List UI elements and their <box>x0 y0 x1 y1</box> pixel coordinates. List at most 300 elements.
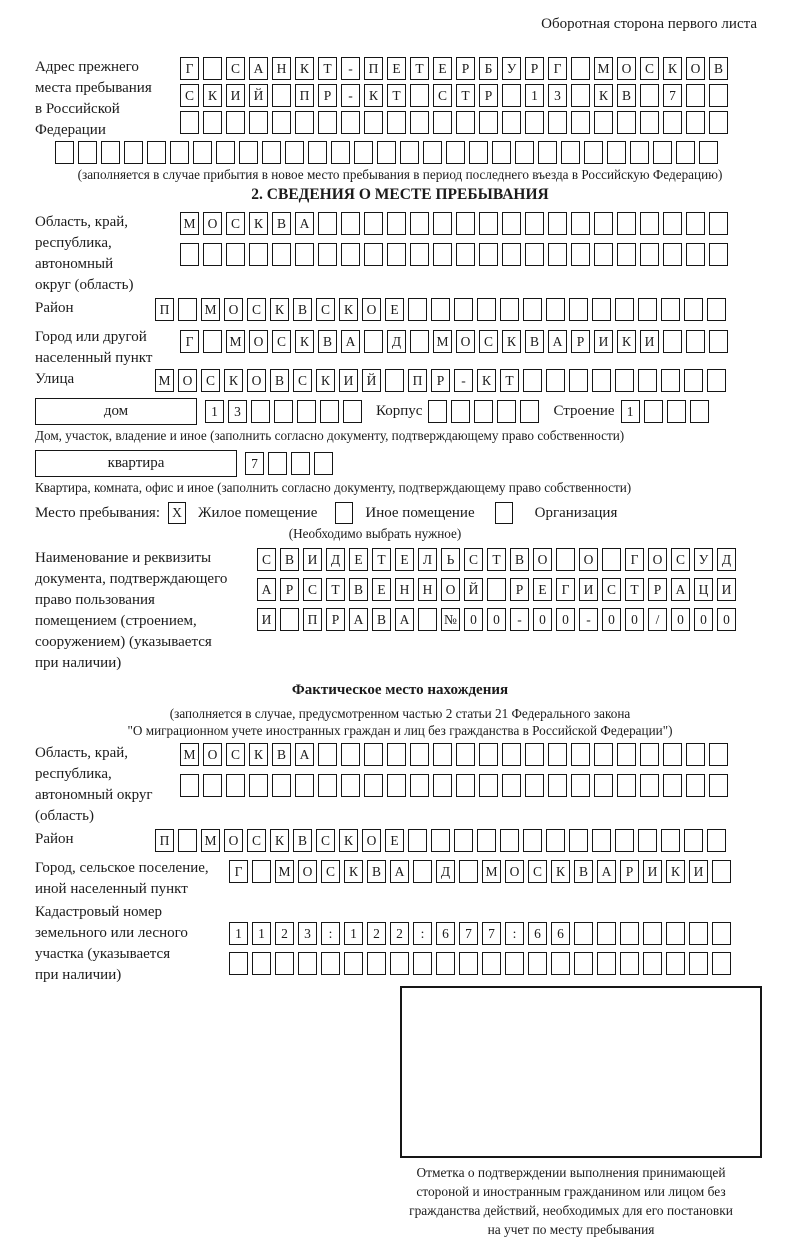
char-cell <box>502 212 521 235</box>
char-cell: С <box>464 548 483 571</box>
char-cell <box>709 330 728 353</box>
char-cell: О <box>178 369 197 392</box>
char-cell <box>226 774 245 797</box>
char-cell: Г <box>180 57 199 80</box>
document-row-3 <box>257 608 765 631</box>
char-cell: С <box>180 84 199 107</box>
prev-address-row-2 <box>180 84 765 107</box>
char-cell <box>410 84 429 107</box>
char-cell: 7 <box>245 452 264 475</box>
char-cell <box>343 400 362 423</box>
char-cell <box>385 369 404 392</box>
char-cell <box>709 774 728 797</box>
char-cell <box>638 829 657 852</box>
district-section <box>35 298 765 325</box>
char-cell: Ь <box>441 548 460 571</box>
char-cell: А <box>395 608 414 631</box>
char-cell: Р <box>648 578 667 601</box>
char-cell <box>364 111 383 134</box>
char-cell <box>686 774 705 797</box>
house-number-cells <box>205 400 366 423</box>
char-cell <box>571 111 590 134</box>
char-cell <box>663 774 682 797</box>
char-cell <box>410 330 429 353</box>
char-cell: Б <box>479 57 498 80</box>
char-cell <box>454 298 473 321</box>
char-cell <box>525 243 544 266</box>
char-cell <box>272 84 291 107</box>
char-cell: 2 <box>275 922 294 945</box>
char-cell: В <box>272 212 291 235</box>
char-cell: С <box>316 829 335 852</box>
char-cell <box>477 829 496 852</box>
char-cell: С <box>671 548 690 571</box>
char-cell <box>556 548 575 571</box>
char-cell <box>712 860 731 883</box>
char-cell <box>597 922 616 945</box>
char-cell: В <box>510 548 529 571</box>
char-cell: В <box>367 860 386 883</box>
char-cell <box>459 860 478 883</box>
cadastral-cellrows <box>229 902 765 979</box>
char-cell: 1 <box>344 922 363 945</box>
char-cell <box>456 243 475 266</box>
char-cell: И <box>689 860 708 883</box>
char-cell <box>500 298 519 321</box>
char-cell <box>707 369 726 392</box>
char-cell <box>410 243 429 266</box>
char-cell: О <box>456 330 475 353</box>
char-cell <box>551 952 570 975</box>
char-cell: К <box>224 369 243 392</box>
region-row-1 <box>180 212 765 235</box>
char-cell <box>400 141 419 164</box>
char-cell <box>686 212 705 235</box>
char-cell <box>318 243 337 266</box>
actual-region-section <box>35 743 765 827</box>
char-cell: А <box>349 608 368 631</box>
char-cell: М <box>594 57 613 80</box>
char-cell: 3 <box>298 922 317 945</box>
char-cell: / <box>648 608 667 631</box>
char-cell <box>569 829 588 852</box>
char-cell <box>456 743 475 766</box>
char-cell: Р <box>479 84 498 107</box>
char-cell: Т <box>372 548 391 571</box>
char-cell <box>203 243 222 266</box>
char-cell: О <box>686 57 705 80</box>
char-cell <box>454 829 473 852</box>
street-label: Улица <box>35 371 75 387</box>
char-cell: 2 <box>390 922 409 945</box>
char-cell <box>101 141 120 164</box>
char-cell: К <box>666 860 685 883</box>
char-cell: О <box>298 860 317 883</box>
char-cell <box>666 952 685 975</box>
char-cell: М <box>433 330 452 353</box>
char-cell: 1 <box>621 400 640 423</box>
char-cell: С <box>226 57 245 80</box>
street-section <box>35 369 765 396</box>
char-cell: П <box>408 369 427 392</box>
actual-district-label: Район <box>35 831 74 847</box>
char-cell <box>341 743 360 766</box>
char-cell: Й <box>464 578 483 601</box>
char-cell <box>525 774 544 797</box>
char-cell: Й <box>362 369 381 392</box>
stroenie-cells <box>621 400 713 423</box>
char-cell <box>594 243 613 266</box>
char-cell: И <box>640 330 659 353</box>
char-cell: В <box>574 860 593 883</box>
char-cell <box>341 243 360 266</box>
char-cell: К <box>617 330 636 353</box>
char-cell <box>515 141 534 164</box>
char-cell <box>318 774 337 797</box>
char-cell <box>663 212 682 235</box>
char-cell <box>249 774 268 797</box>
char-cell <box>571 243 590 266</box>
char-cell: : <box>321 922 340 945</box>
char-cell <box>262 141 281 164</box>
char-cell <box>451 400 470 423</box>
char-cell: К <box>270 829 289 852</box>
char-cell: И <box>257 608 276 631</box>
char-cell: И <box>226 84 245 107</box>
char-cell <box>226 111 245 134</box>
char-cell: С <box>293 369 312 392</box>
char-cell: В <box>372 608 391 631</box>
char-cell <box>436 952 455 975</box>
char-cell: Г <box>625 548 644 571</box>
char-cell <box>482 952 501 975</box>
char-cell <box>661 369 680 392</box>
char-cell: Е <box>433 57 452 80</box>
char-cell <box>413 860 432 883</box>
char-cell: Р <box>280 578 299 601</box>
char-cell <box>203 111 222 134</box>
cadastral-label: Кадастровый номер земельного или лесного участка (указывается при наличии) <box>35 904 188 983</box>
char-cell: Т <box>410 57 429 80</box>
char-cell <box>178 829 197 852</box>
city-row <box>180 330 732 353</box>
char-cell: 0 <box>602 608 621 631</box>
char-cell <box>433 212 452 235</box>
char-cell: А <box>295 212 314 235</box>
char-cell <box>502 84 521 107</box>
char-cell <box>251 400 270 423</box>
stay-type-note: (Необходимо выбрать нужное) <box>288 526 462 541</box>
char-cell <box>249 111 268 134</box>
residential-label: Жилое помещение <box>198 504 318 521</box>
char-cell <box>433 243 452 266</box>
char-cell <box>663 330 682 353</box>
char-cell <box>712 952 731 975</box>
char-cell <box>686 243 705 266</box>
char-cell: П <box>364 57 383 80</box>
char-cell: С <box>226 743 245 766</box>
char-cell <box>523 369 542 392</box>
char-cell <box>341 212 360 235</box>
char-cell <box>459 952 478 975</box>
char-cell: В <box>617 84 636 107</box>
char-cell: С <box>528 860 547 883</box>
char-cell <box>331 141 350 164</box>
district-label: Район <box>35 300 74 316</box>
char-cell <box>548 111 567 134</box>
char-cell: М <box>155 369 174 392</box>
char-cell <box>295 111 314 134</box>
house-box: дом <box>35 398 197 425</box>
char-cell: П <box>295 84 314 107</box>
char-cell <box>320 400 339 423</box>
char-cell <box>684 369 703 392</box>
prev-address-note: (заполняется в случае прибытия в новое место пребывания в период последнего въезда в Российскую Федерацию) <box>77 167 723 182</box>
char-cell: С <box>602 578 621 601</box>
char-cell <box>367 952 386 975</box>
char-cell: М <box>482 860 501 883</box>
char-cell: К <box>477 369 496 392</box>
char-cell: О <box>224 298 243 321</box>
char-cell: 2 <box>367 922 386 945</box>
char-cell <box>147 141 166 164</box>
char-cell <box>298 952 317 975</box>
char-cell <box>497 400 516 423</box>
char-cell: Р <box>510 578 529 601</box>
char-cell <box>571 743 590 766</box>
char-cell: Д <box>326 548 345 571</box>
char-cell: И <box>579 578 598 601</box>
char-cell: О <box>224 829 243 852</box>
other-premises-label: Иное помещение <box>365 504 475 521</box>
char-cell <box>479 743 498 766</box>
checkbox-residential: X <box>168 502 186 524</box>
char-cell <box>574 952 593 975</box>
page-side-note: Оборотная сторона первого листа <box>541 16 757 32</box>
char-cell: 1 <box>229 922 248 945</box>
char-cell: 6 <box>436 922 455 945</box>
char-cell: И <box>594 330 613 353</box>
char-cell <box>502 111 521 134</box>
checkbox-other-premises <box>335 502 353 524</box>
char-cell: И <box>339 369 358 392</box>
char-cell <box>492 141 511 164</box>
char-cell <box>640 243 659 266</box>
char-cell <box>523 829 542 852</box>
char-cell <box>408 829 427 852</box>
char-cell: У <box>694 548 713 571</box>
actual-district-section <box>35 829 765 856</box>
char-cell: О <box>617 57 636 80</box>
char-cell <box>295 243 314 266</box>
cadastral-row-1 <box>229 922 765 945</box>
char-cell <box>180 111 199 134</box>
char-cell <box>528 952 547 975</box>
stroenie-label: Строение <box>553 403 615 419</box>
char-cell: Е <box>533 578 552 601</box>
char-cell <box>274 400 293 423</box>
char-cell: В <box>293 298 312 321</box>
char-cell: : <box>413 922 432 945</box>
char-cell <box>226 243 245 266</box>
char-cell <box>666 922 685 945</box>
char-cell <box>500 829 519 852</box>
char-cell <box>617 743 636 766</box>
char-cell <box>291 452 310 475</box>
char-cell: О <box>203 212 222 235</box>
char-cell <box>643 952 662 975</box>
char-cell: В <box>293 829 312 852</box>
char-cell: В <box>318 330 337 353</box>
char-cell: Е <box>372 578 391 601</box>
apartment-cells <box>245 452 337 475</box>
char-cell <box>640 84 659 107</box>
char-cell: Т <box>387 84 406 107</box>
char-cell: Р <box>525 57 544 80</box>
char-cell <box>180 243 199 266</box>
section2-title: 2. СВЕДЕНИЯ О МЕСТЕ ПРЕБЫВАНИЯ <box>251 186 549 203</box>
char-cell <box>308 141 327 164</box>
char-cell: А <box>295 743 314 766</box>
char-cell <box>413 952 432 975</box>
char-cell: О <box>362 829 381 852</box>
char-cell <box>640 212 659 235</box>
char-cell: К <box>295 330 314 353</box>
char-cell <box>387 743 406 766</box>
char-cell <box>418 608 437 631</box>
char-cell: Е <box>387 57 406 80</box>
char-cell: Р <box>318 84 337 107</box>
char-cell <box>661 829 680 852</box>
char-cell: П <box>303 608 322 631</box>
actual-region-row-2 <box>180 774 765 797</box>
char-cell <box>667 400 686 423</box>
cadastral-row-2 <box>229 952 765 975</box>
char-cell: К <box>551 860 570 883</box>
char-cell: № <box>441 608 460 631</box>
char-cell <box>617 111 636 134</box>
char-cell <box>364 743 383 766</box>
char-cell: К <box>344 860 363 883</box>
char-cell <box>523 298 542 321</box>
actual-city-row <box>229 860 735 883</box>
char-cell: 7 <box>482 922 501 945</box>
char-cell: 0 <box>694 608 713 631</box>
char-cell: К <box>203 84 222 107</box>
char-cell <box>203 774 222 797</box>
organization-label: Организация <box>534 504 618 521</box>
prev-address-section <box>35 57 765 141</box>
char-cell <box>474 400 493 423</box>
char-cell: Р <box>456 57 475 80</box>
char-cell: С <box>321 860 340 883</box>
char-cell <box>525 111 544 134</box>
char-cell <box>689 952 708 975</box>
char-cell: И <box>643 860 662 883</box>
char-cell <box>410 774 429 797</box>
document-label: Наименование и реквизиты документа, подтверждающего право пользования помещением (строением, сооружением) (указывается при наличии) <box>35 550 228 671</box>
actual-city-section <box>35 858 765 900</box>
char-cell: Н <box>395 578 414 601</box>
char-cell <box>584 141 603 164</box>
char-cell <box>709 111 728 134</box>
char-cell: Г <box>229 860 248 883</box>
char-cell <box>354 141 373 164</box>
char-cell <box>617 774 636 797</box>
char-cell: Е <box>385 829 404 852</box>
char-cell <box>272 111 291 134</box>
street-row <box>155 369 730 392</box>
char-cell <box>548 243 567 266</box>
char-cell <box>699 141 718 164</box>
char-cell <box>252 860 271 883</box>
char-cell <box>686 111 705 134</box>
char-cell <box>640 111 659 134</box>
char-cell: 1 <box>252 922 271 945</box>
char-cell: С <box>640 57 659 80</box>
char-cell <box>597 952 616 975</box>
city-section <box>35 327 765 369</box>
char-cell <box>479 774 498 797</box>
char-cell: Н <box>418 578 437 601</box>
char-cell <box>297 400 316 423</box>
char-cell: 3 <box>548 84 567 107</box>
char-cell: С <box>226 212 245 235</box>
char-cell: 0 <box>671 608 690 631</box>
actual-region-label: Область, край, республика, автономный округ (область) <box>35 745 153 824</box>
char-cell <box>431 298 450 321</box>
char-cell <box>546 298 565 321</box>
char-cell <box>505 952 524 975</box>
char-cell: Т <box>326 578 345 601</box>
char-cell: К <box>339 829 358 852</box>
char-cell: С <box>316 298 335 321</box>
char-cell <box>249 243 268 266</box>
char-cell <box>275 952 294 975</box>
char-cell <box>594 774 613 797</box>
char-cell: У <box>502 57 521 80</box>
char-cell: Ц <box>694 578 713 601</box>
char-cell: С <box>433 84 452 107</box>
char-cell: П <box>155 829 174 852</box>
char-cell: - <box>510 608 529 631</box>
char-cell: К <box>594 84 613 107</box>
char-cell <box>410 743 429 766</box>
char-cell <box>428 400 447 423</box>
char-cell <box>502 743 521 766</box>
char-cell <box>602 548 621 571</box>
char-cell: В <box>272 743 291 766</box>
char-cell <box>456 212 475 235</box>
char-cell <box>548 212 567 235</box>
region-label: Область, край, республика, автономный округ (область) <box>35 214 134 293</box>
char-cell <box>638 298 657 321</box>
char-cell <box>709 84 728 107</box>
char-cell <box>387 212 406 235</box>
char-cell <box>124 141 143 164</box>
char-cell <box>569 298 588 321</box>
apartment-row <box>35 450 765 477</box>
apartment-note: Квартира, комната, офис и иное (заполнить согласно документу, подтверждающему право собственности) <box>35 480 632 495</box>
char-cell <box>314 452 333 475</box>
char-cell <box>477 298 496 321</box>
char-cell: 3 <box>228 400 247 423</box>
char-cell <box>561 141 580 164</box>
char-cell <box>686 743 705 766</box>
char-cell <box>571 212 590 235</box>
char-cell: Е <box>395 548 414 571</box>
char-cell: 0 <box>625 608 644 631</box>
